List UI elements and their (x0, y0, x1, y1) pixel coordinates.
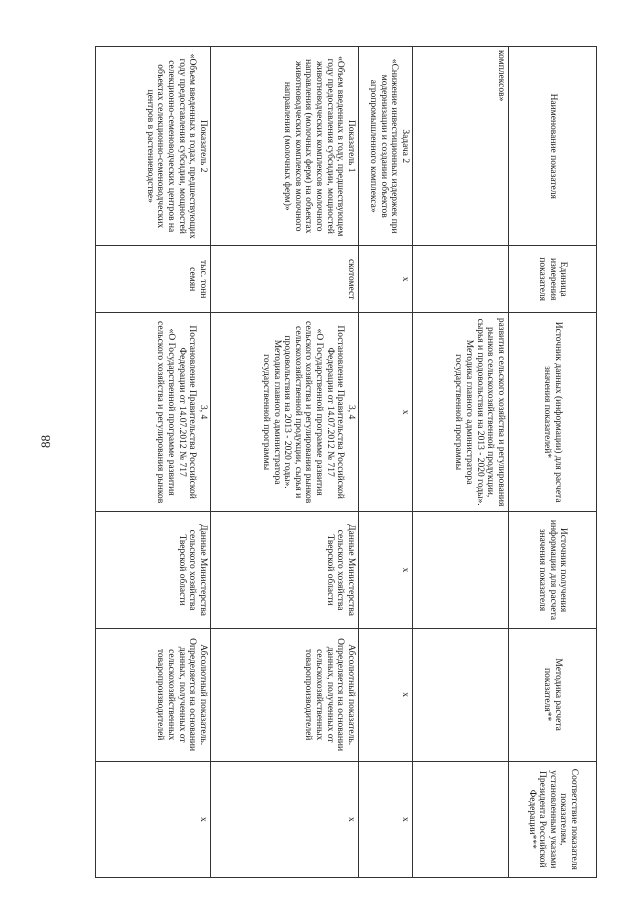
cell-unit: скотомест (211, 246, 359, 312)
cell-source-data: 3, 4 Постановление Правительства Российской Федерации от 14.07.2012 № 717 «О Государственной программе развития сельского хозяйства и регулирования рынков сельскохозяйственной продукции, сырья и продовольствия на 2013 - 2020 годы». Методика главного администратора государственной программы (211, 312, 359, 511)
cell-name: комплексов» (413, 47, 509, 246)
header-row (509, 47, 597, 878)
cell-match: x (359, 761, 413, 877)
cell-unit: x (359, 246, 413, 312)
cell-match: x (211, 761, 359, 877)
cell-unit: тыс. тонн семян (96, 246, 211, 312)
cell-match: x (96, 761, 211, 877)
col-header-source-data: Источник данных (информации) для расчета значения показателей* (509, 312, 597, 511)
cell-source-info: Данные Министерства сельского хозяйства Тверской области (211, 512, 359, 628)
cell-source-data: 3, 4 Постановление Правительства Российской Федерации от 14.07.2012 № 717 «О Государственной программе развития сельского хозяйства и регулирования рынков (96, 312, 211, 511)
cell-source-info: Данные Министерства сельского хозяйства Тверской области (96, 512, 211, 628)
table-row (96, 47, 211, 878)
cell-name: Показатель 1 «Объем введенных в году, предшествующем году предоставления субсидии, мощностей животноводческих комплексов молочного направления (молочных ферм) на объектах животноводческих комплексов молочного направления (молочных ферм)» (211, 47, 359, 246)
cell-source-data: развития сельского хозяйства и регулирования рынков сельскохозяйственной продукции, сырья и продовольствия на 2013 - 2020 годы». Методика главного администратора государственной программы (413, 312, 509, 511)
table-row (413, 47, 509, 878)
page-number: 88 (38, 435, 53, 448)
col-header-name: Наименование показателя (509, 47, 597, 246)
cell-name: Показатель 2 «Объем введенных в годах, предшествующих году предоставления субсидии, мощностей селекционно-семеноводческих центров на объектах селекционно-семеноводческих центров в растениеводстве» (96, 47, 211, 246)
cell-match (413, 761, 509, 877)
cell-method: x (359, 628, 413, 761)
cell-source-info: x (359, 512, 413, 628)
indicator-table (95, 46, 597, 878)
cell-unit (413, 246, 509, 312)
cell-source-info (413, 512, 509, 628)
cell-method (413, 628, 509, 761)
col-header-unit: Единица измерения показателя (509, 246, 597, 312)
indicator-table-sheet (95, 46, 597, 878)
col-header-method: Методика расчета показателя** (509, 628, 597, 761)
table-row (211, 47, 359, 878)
col-header-match: Соответствие показателя показателям, установленным указами Президента Российской Федерации*** (509, 761, 597, 877)
cell-method: Абсолютный показатель. Определяется на основании данных, полученных от сельскохозяйственных товаропроизводителей (211, 628, 359, 761)
cell-source-data: x (359, 312, 413, 511)
col-header-source-info: Источник получения информации для расчета значения показателя (509, 512, 597, 628)
cell-name: Задача 2 «Снижение инвестиционных издержек при модернизации и создании объектов агропромышленного комплекса» (359, 47, 413, 246)
cell-method: Абсолютный показатель. Определяется на основании данных, полученных от сельскохозяйственных товаропроизводителей (96, 628, 211, 761)
table-row (359, 47, 413, 878)
